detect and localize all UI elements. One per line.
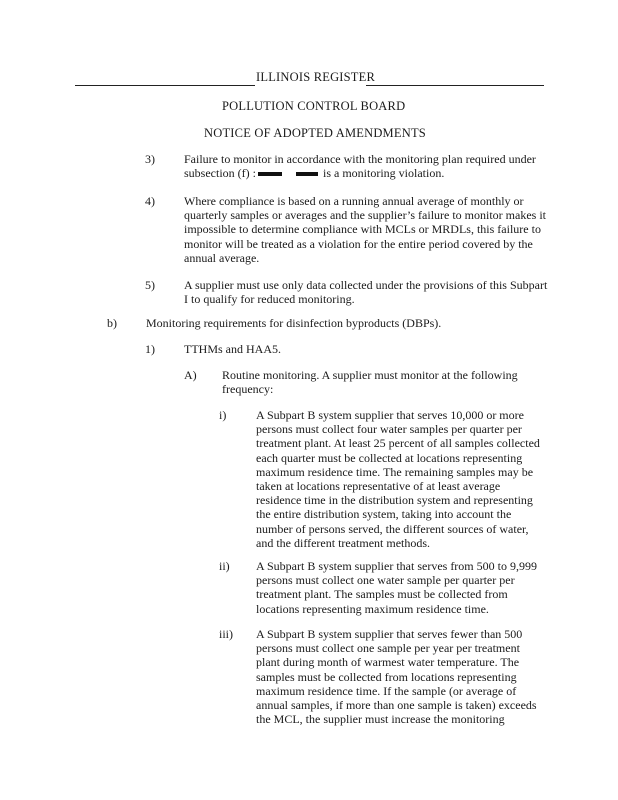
redaction-mark [258, 172, 282, 176]
item-i-line: the entire distribution system, taking into account the [256, 507, 512, 522]
item-i-line: treatment plant. At least 25 percent of all samples collected [256, 436, 540, 451]
item-iii-line: A Subpart B system supplier that serves fewer than 500 [256, 627, 523, 641]
item-b1-text [184, 342, 281, 356]
item-A-line: Routine monitoring. A supplier must monitor at the following [222, 368, 518, 382]
item-ii-line: locations representing maximum residence time. [256, 601, 489, 616]
subsection-b-label: b) [107, 316, 117, 330]
item-iii-label: iii) [219, 627, 233, 641]
item-3-text [184, 152, 536, 180]
header-rule-right [366, 85, 544, 86]
item-A-label: A) [184, 368, 197, 382]
item-4-text [184, 194, 546, 265]
register-title: ILLINOIS REGISTER [256, 70, 376, 84]
item-4-line: monitor will be treated as a violation for the entire period covered by the [184, 236, 533, 251]
item-5-line: I to qualify for reduced monitoring. [184, 292, 355, 307]
item-3-line-1: Failure to monitor in accordance with the monitoring plan required under [184, 152, 536, 166]
item-5-text [184, 278, 547, 306]
item-A-text [222, 368, 518, 396]
item-i-line: residence time in the distribution system and representing [256, 493, 533, 508]
item-ii-label: ii) [219, 559, 230, 573]
item-3-label: 3) [145, 152, 155, 166]
item-4-line: Where compliance is based on a running annual average of monthly or [184, 194, 524, 208]
item-ii-line: treatment plant. The samples must be collected from [256, 587, 508, 602]
notice-title: NOTICE OF ADOPTED AMENDMENTS [204, 126, 426, 140]
item-i-line: maximum residence time. The remaining samples may be [256, 464, 534, 479]
item-ii-text [256, 559, 537, 616]
item-i-label: i) [219, 408, 227, 422]
item-4-line: impossible to determine compliance with MCLs or MRDLs, this failure to [184, 222, 541, 237]
item-i-line: number of persons served, the different sources of water, [256, 521, 529, 536]
item-iii-line: maximum residence time. If the sample (or average of [256, 683, 517, 698]
header-rule-left [75, 85, 255, 86]
item-iii-line: plant during month of warmest water temperature. The [256, 655, 520, 670]
item-i-line: and the different treatment methods. [256, 535, 431, 550]
board-title: POLLUTION CONTROL BOARD [222, 99, 406, 113]
item-i-line: each quarter must be collected at locations representing [256, 450, 523, 465]
redaction-mark [296, 172, 318, 176]
item-ii-line: persons must collect one water sample per quarter per [256, 573, 515, 588]
item-5-line: A supplier must use only data collected under the provisions of this Subpart [184, 278, 548, 292]
item-5-label: 5) [145, 278, 155, 292]
item-b1-label: 1) [145, 342, 155, 356]
item-3-line-2: subsection (f) : is a monitoring violation. [184, 166, 445, 181]
item-4-line: annual average. [184, 250, 260, 265]
item-iii-line: samples must be collected from locations representing [256, 669, 517, 684]
item-i-line: A Subpart B system supplier that serves 10,000 or more [256, 408, 524, 422]
item-4-line: quarterly samples or averages and the supplier’s failure to monitor makes it [184, 208, 547, 223]
item-ii-line: A Subpart B system supplier that serves from 500 to 9,999 [256, 559, 537, 573]
item-iii-line: the MCL, the supplier must increase the monitoring [256, 712, 505, 727]
subsection-b-line: Monitoring requirements for disinfection byproducts (DBPs). [146, 316, 442, 330]
item-iii-line: persons must collect one sample per year per treatment [256, 641, 520, 656]
item-i-line: taken at locations representative of at least average [256, 479, 501, 494]
item-b1-line: TTHMs and HAA5. [184, 342, 281, 356]
item-4-label: 4) [145, 194, 155, 208]
item-iii-line: annual samples, if more than one sample is taken) exceeds [256, 698, 537, 713]
item-iii-text [256, 627, 537, 726]
item-i-line: persons must collect four water samples per quarter per [256, 422, 522, 437]
item-A-line: frequency: [222, 382, 274, 397]
item-i-text [256, 408, 540, 550]
subsection-b-text [146, 316, 441, 330]
